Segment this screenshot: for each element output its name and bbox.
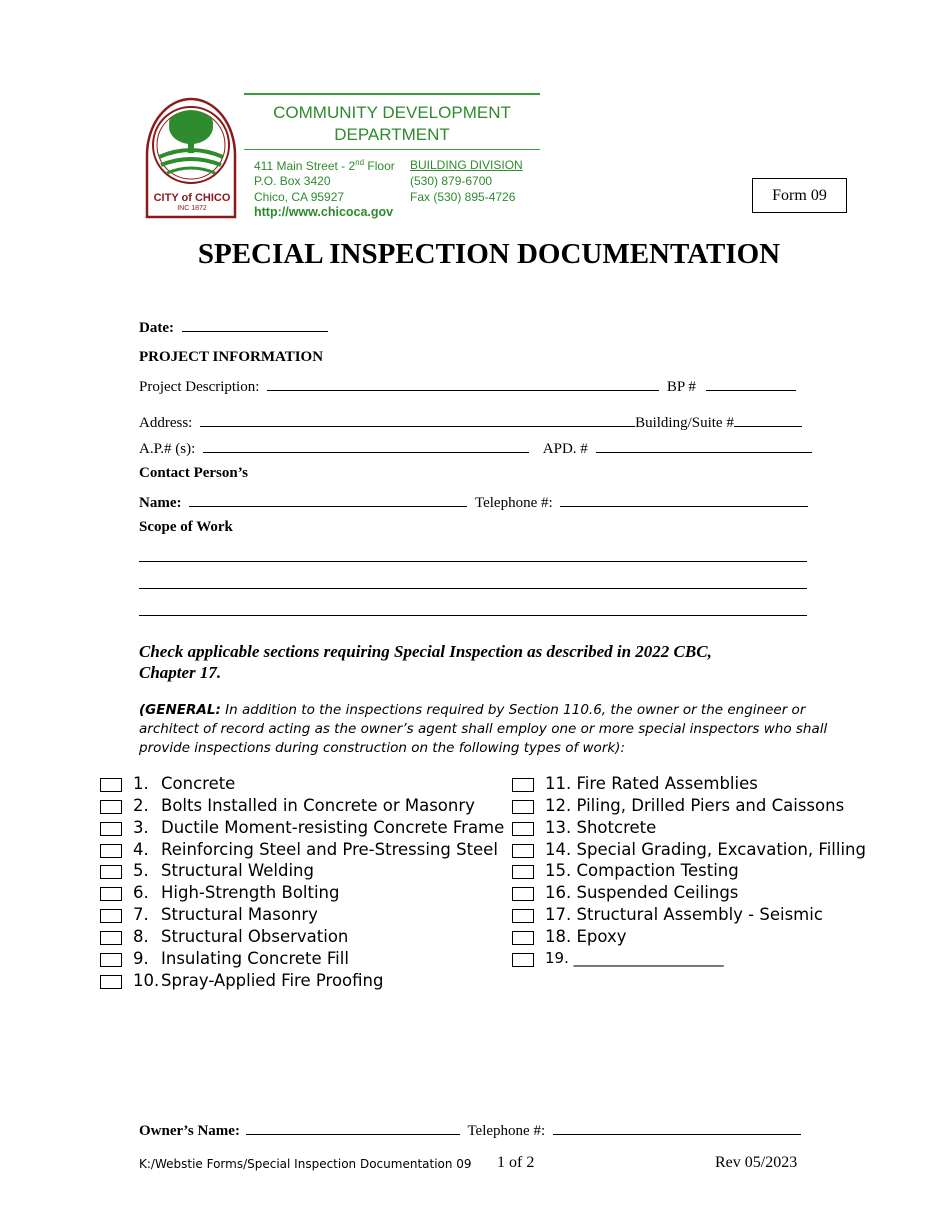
checkbox-17[interactable]: [512, 909, 534, 923]
checklist-item-3: 3. Ductile Moment-resisting Concrete Frame: [133, 818, 505, 837]
address-street: 411 Main Street - 2nd Floor: [254, 158, 395, 173]
checkbox-12[interactable]: [512, 800, 534, 814]
header-rule-top: [244, 93, 540, 95]
checklist-item-4: 4. Reinforcing Steel and Pre-Stressing Steel: [133, 840, 498, 859]
other-item-field[interactable]: ____________________: [573, 949, 724, 967]
scope-line-3[interactable]: [139, 615, 807, 616]
logo-text: CITY of CHICO: [153, 192, 231, 204]
checklist-item-11: 11. Fire Rated Assemblies: [545, 774, 758, 793]
scope-of-work-label: Scope of Work: [139, 519, 233, 535]
telephone-label: Telephone #:: [474, 495, 553, 511]
owner-telephone-label: Telephone #:: [467, 1123, 546, 1139]
address-pobox: P.O. Box 3420: [254, 174, 331, 188]
checklist-item-12: 12. Piling, Drilled Piers and Caissons: [545, 796, 845, 815]
scope-line-2[interactable]: [139, 588, 807, 589]
header-rule-bottom: [244, 149, 540, 150]
date-row: [139, 317, 328, 337]
checkbox-19[interactable]: [512, 953, 534, 967]
department-name-line2: DEPARTMENT: [334, 125, 450, 144]
division-phone: (530) 879-6700: [410, 174, 493, 188]
page-title: SPECIAL INSPECTION DOCUMENTATION: [197, 238, 781, 270]
name-row: [139, 492, 808, 512]
footer-path: K:/Webstie Forms/Special Inspection Documentation 09: [139, 1157, 472, 1171]
check-instruction: Check applicable sections requiring Special Inspection as described in 2022 CBC, Chapter 17.: [139, 642, 712, 682]
owner-name-field[interactable]: [246, 1120, 460, 1135]
checkbox-9[interactable]: [100, 953, 122, 967]
address-label: Address:: [139, 415, 193, 431]
checklist-item-16: 16. Suspended Ceilings: [545, 883, 739, 902]
checkbox-14[interactable]: [512, 844, 534, 858]
address-city: Chico, CA 95927: [254, 190, 345, 204]
checkbox-3[interactable]: [100, 822, 122, 836]
checklist-item-9: 9. Insulating Concrete Fill: [133, 949, 349, 968]
ap-field[interactable]: [203, 438, 529, 453]
scope-line-1[interactable]: [139, 561, 807, 562]
revision-date: Rev 05/2023: [715, 1154, 798, 1171]
name-field[interactable]: [189, 492, 467, 507]
project-info-heading: PROJECT INFORMATION: [139, 349, 324, 365]
checklist-item-10: 10. Spray-Applied Fire Proofing: [133, 971, 384, 990]
checkbox-15[interactable]: [512, 865, 534, 879]
owner-name-label: Owner’s Name:: [139, 1123, 240, 1139]
checklist-item-5: 5. Structural Welding: [133, 861, 314, 880]
bp-field[interactable]: [706, 376, 796, 391]
city-logo: [143, 95, 239, 219]
checklist-item-17: 17. Structural Assembly - Seismic: [545, 905, 823, 924]
checklist-item-14: 14. Special Grading, Excavation, Filling: [545, 840, 866, 859]
project-description-label: Project Description:: [139, 379, 260, 395]
checkbox-8[interactable]: [100, 931, 122, 945]
division-fax: Fax (530) 895-4726: [410, 190, 516, 204]
apd-field[interactable]: [596, 438, 812, 453]
date-label: Date:: [139, 320, 174, 336]
address-field[interactable]: [200, 412, 635, 427]
checkbox-6[interactable]: [100, 887, 122, 901]
website-link[interactable]: http://www.chicoca.gov: [254, 205, 394, 219]
page-number: 1 of 2: [497, 1154, 535, 1171]
checklist-item-7: 7. Structural Masonry: [133, 905, 318, 924]
form-number-box: [752, 178, 847, 213]
project-description-field[interactable]: [267, 376, 659, 391]
checkbox-2[interactable]: [100, 800, 122, 814]
building-suite-field[interactable]: [734, 412, 802, 427]
checklist-item-15: 15. Compaction Testing: [545, 861, 739, 880]
checkbox-7[interactable]: [100, 909, 122, 923]
building-suite-label: Building/Suite #: [635, 415, 734, 431]
checklist-item-13: 13. Shotcrete: [545, 818, 657, 837]
logo-inc: INC 1872: [177, 205, 207, 212]
checklist-item-8: 8. Structural Observation: [133, 927, 349, 946]
checkbox-18[interactable]: [512, 931, 534, 945]
checklist-item-1: 1. Concrete: [133, 774, 236, 793]
division-name: BUILDING DIVISION: [410, 158, 523, 172]
telephone-field[interactable]: [560, 492, 808, 507]
general-label: (GENERAL:: [139, 702, 221, 718]
checkbox-13[interactable]: [512, 822, 534, 836]
bp-label: BP #: [666, 379, 696, 395]
general-note: (GENERAL: In addition to the inspections required by Section 110.6, the owner or the engineer or architect of record acting as the owner’s agent shall employ one or more special inspectors who shall provide inspections during construction on the following types of work):: [139, 702, 828, 756]
contact-person-label: Contact Person’s: [139, 465, 249, 481]
owner-telephone-field[interactable]: [553, 1120, 801, 1135]
apd-label: APD. #: [542, 441, 588, 457]
project-description-row: [139, 376, 796, 396]
checkbox-1[interactable]: [100, 778, 122, 792]
checkbox-10[interactable]: [100, 975, 122, 989]
checkbox-11[interactable]: [512, 778, 534, 792]
checklist-item-2: 2. Bolts Installed in Concrete or Masonry: [133, 796, 475, 815]
checkbox-5[interactable]: [100, 865, 122, 879]
date-field[interactable]: [182, 317, 328, 332]
address-row: [139, 412, 802, 432]
ap-label: A.P.# (s):: [139, 441, 196, 457]
checkbox-4[interactable]: [100, 844, 122, 858]
checklist-item-6: 6. High-Strength Bolting: [133, 883, 340, 902]
ap-row: [139, 438, 812, 458]
owner-row: [139, 1120, 801, 1140]
checkbox-16[interactable]: [512, 887, 534, 901]
checklist-item-18: 18. Epoxy: [545, 927, 627, 946]
department-name: COMMUNITY DEVELOPMENT: [273, 103, 511, 122]
checklist-item-19: 19. ____________________: [545, 949, 724, 967]
form-number: Form 09: [772, 187, 827, 204]
name-label: Name:: [139, 495, 182, 511]
